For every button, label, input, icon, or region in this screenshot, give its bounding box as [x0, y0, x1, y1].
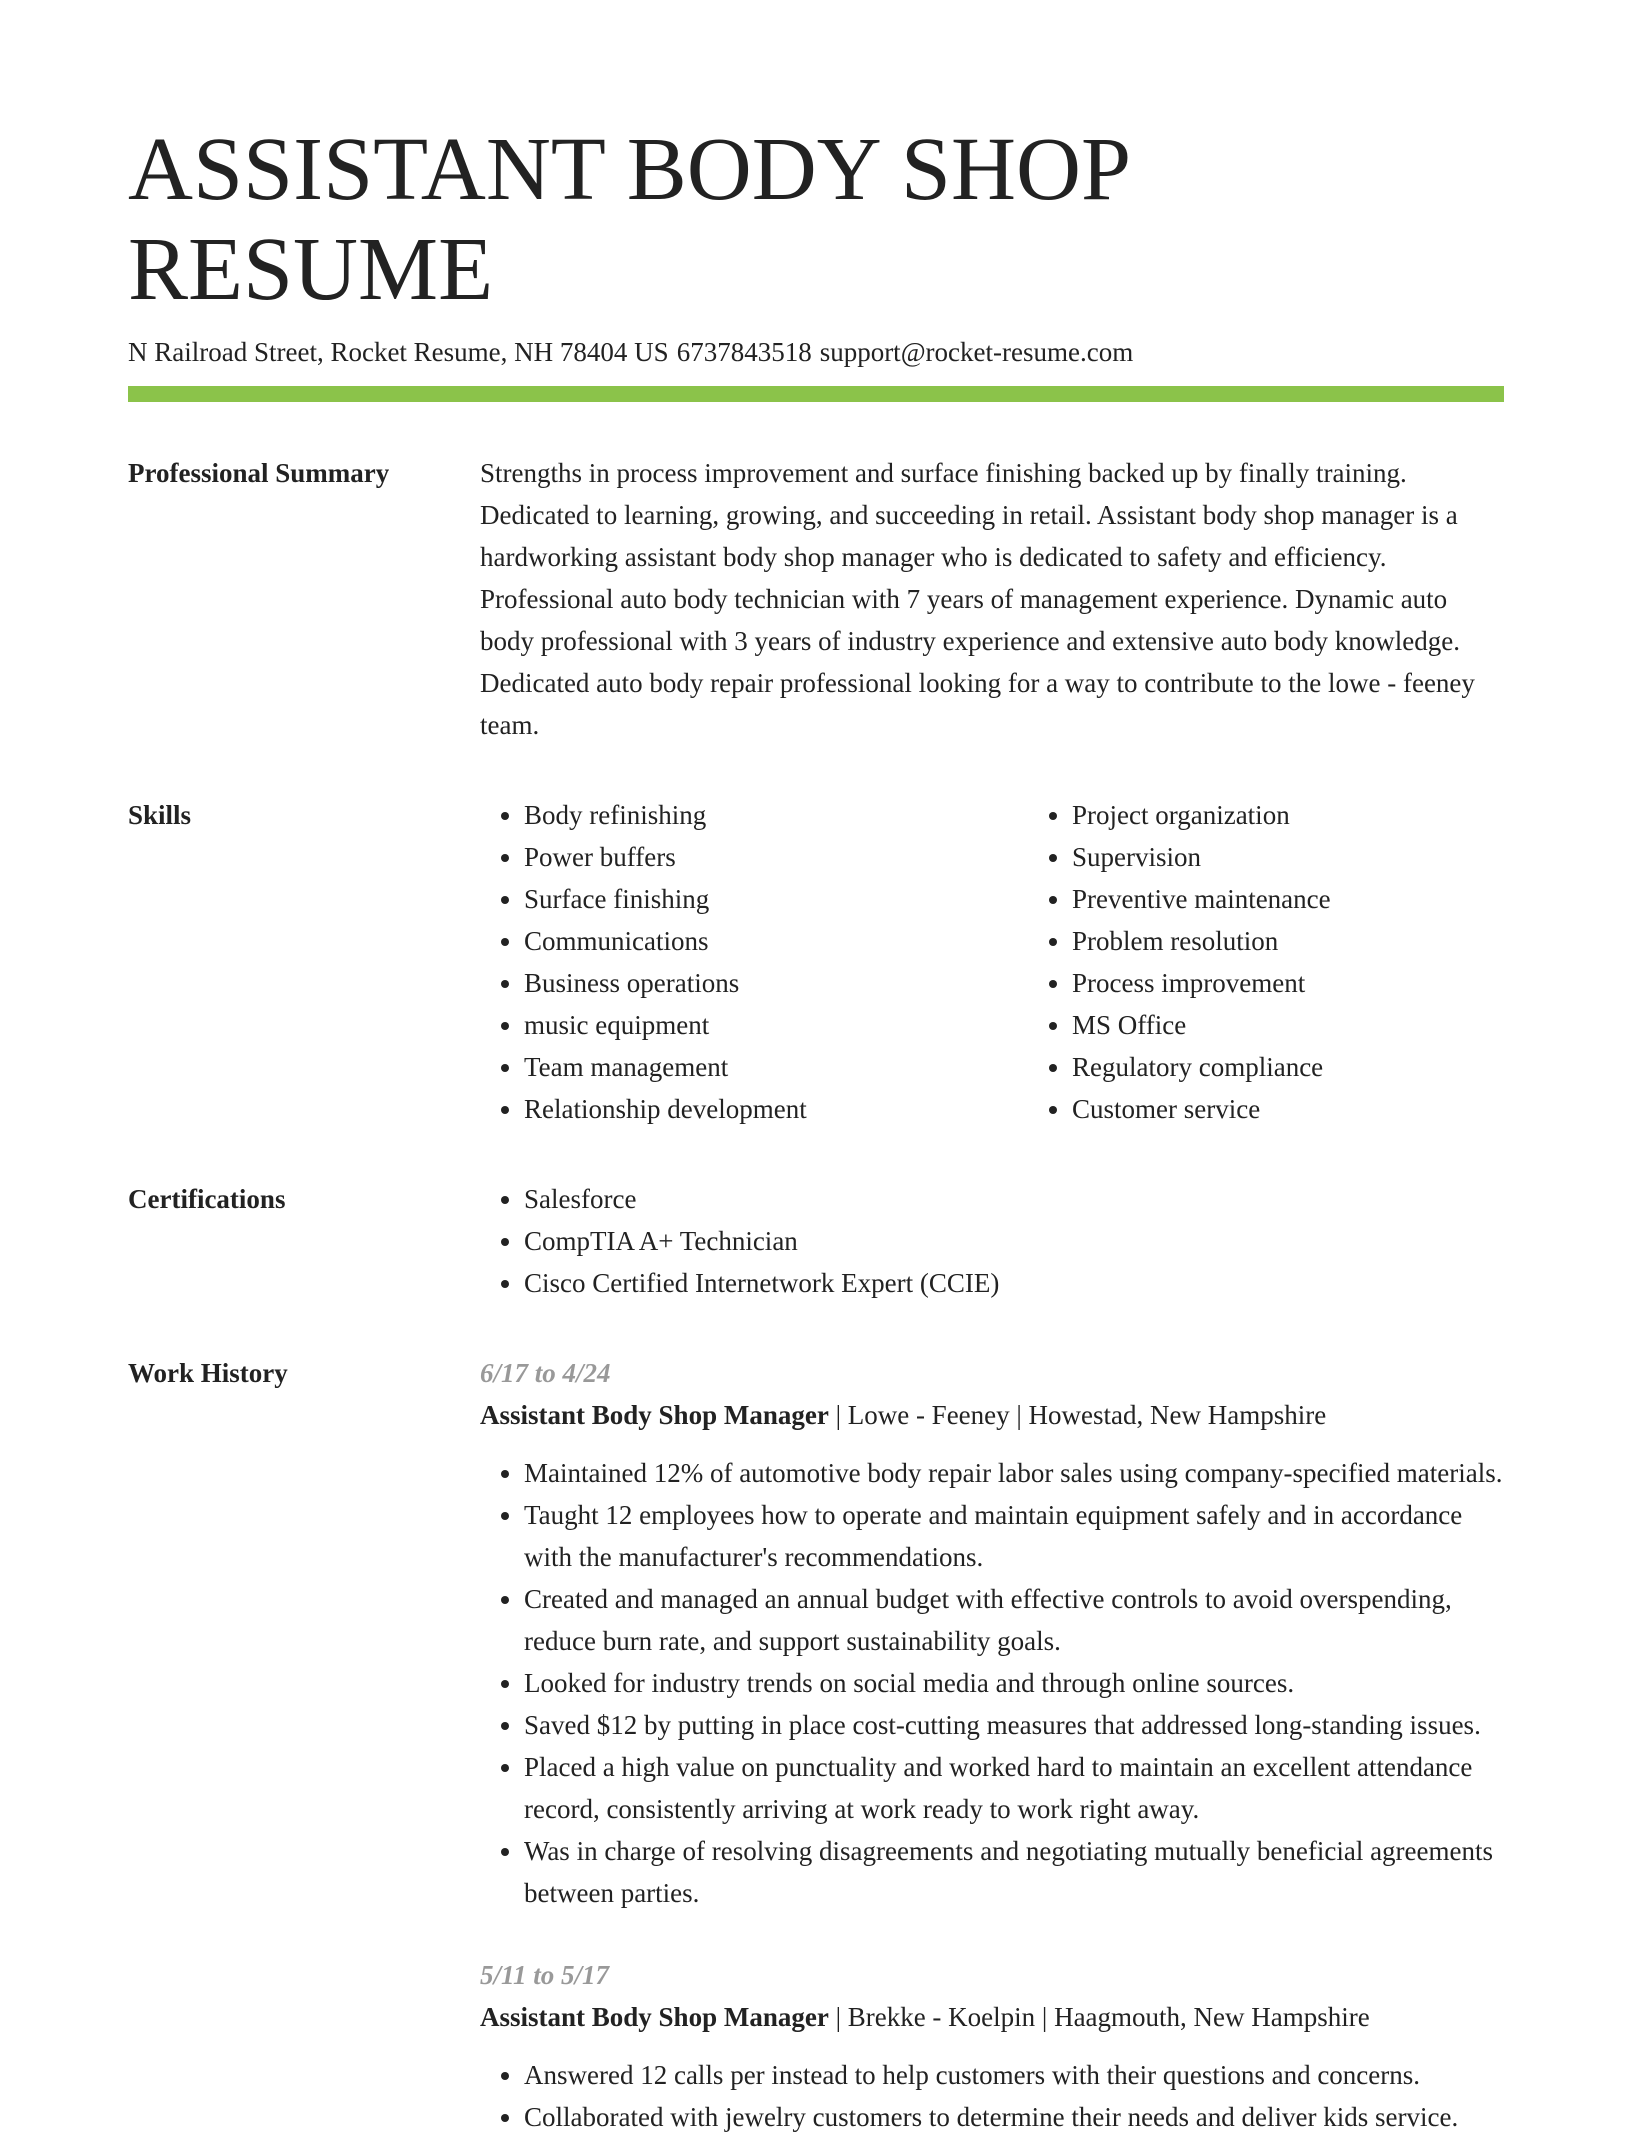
contact-phone: 6737843518: [676, 337, 812, 367]
job-title: Assistant Body Shop Manager: [480, 2002, 829, 2032]
skills-list-right: [1028, 794, 1576, 1130]
skill-item: • Surface finishing: [524, 878, 1028, 920]
skill-item: • Communications: [524, 920, 1028, 962]
certification-item: • CompTIA A+ Technician: [524, 1220, 1504, 1262]
job-heading: [480, 1394, 1504, 1436]
skill-item: • Regulatory compliance: [1072, 1046, 1576, 1088]
skill-item: • Team management: [524, 1046, 1028, 1088]
header-divider: [128, 386, 1504, 402]
job-bullet: • Created and managed an annual budget with effective controls to avoid overspending, reduce burn rate, and support sustainability goals.: [524, 1578, 1504, 1662]
certifications-body: [480, 1178, 1504, 1304]
job-heading: [480, 1996, 1504, 2038]
certifications-section: [128, 1178, 1504, 1304]
skill-item: • Problem resolution: [1072, 920, 1576, 962]
job-bullet: • Was in charge of resolving disagreements and negotiating mutually beneficial agreements between parties.: [524, 1830, 1504, 1914]
skill-item: • Preventive maintenance: [1072, 878, 1576, 920]
contact-line: [128, 334, 1504, 370]
job-employer-location: | Brekke - Koelpin | Haagmouth, New Hampshire: [828, 2002, 1370, 2032]
job-bullet: • Maintained 12% of automotive body repair labor sales using company-specified materials.: [524, 1452, 1504, 1494]
certification-item: • Cisco Certified Internetwork Expert (CCIE): [524, 1262, 1504, 1304]
job-dates: 6/17 to 4/24: [480, 1358, 611, 1388]
job-bullet: • Looked for industry trends on social media and through online sources.: [524, 1662, 1504, 1704]
job-bullets: [480, 2054, 1504, 2138]
summary-text: Strengths in process improvement and surface finishing backed up by finally training. Dedicated to learning, growing, and succeeding in retail. Assistant body shop manager is a hardworking assistant body shop manager who is dedicated to safety and efficiency. Professional auto body technician with 7 years of management experience. Dynamic auto body professional with 3 years of industry experience and extensive auto body knowledge. Dedicated auto body repair professional looking for a way to contribute to the lowe - feeney team.: [480, 458, 1475, 740]
work-history-heading: Work History: [128, 1358, 288, 1388]
certifications-list: [480, 1178, 1504, 1304]
certification-item: • Salesforce: [524, 1178, 1504, 1220]
contact-email: support@rocket-resume.com: [819, 337, 1134, 367]
skill-item: • music equipment: [524, 1004, 1028, 1046]
job-title: Assistant Body Shop Manager: [480, 1400, 829, 1430]
contact-address: N Railroad Street, Rocket Resume, NH 78404 US: [128, 337, 669, 367]
skills-section: [128, 794, 1504, 1130]
summary-body: [480, 452, 1504, 746]
job-bullets: [480, 1452, 1504, 1914]
summary-section: [128, 452, 1504, 746]
skills-list-left: [480, 794, 1028, 1130]
job-bullet: • Taught 12 employees how to operate and maintain equipment safely and in accordance with the manufacturer's recommendations.: [524, 1494, 1504, 1578]
skill-item: • Supervision: [1072, 836, 1576, 878]
skill-item: • Relationship development: [524, 1088, 1028, 1130]
skill-item: • Process improvement: [1072, 962, 1576, 1004]
job-bullet: • Placed a high value on punctuality and worked hard to maintain an excellent attendance record, consistently arriving at work ready to work right away.: [524, 1746, 1504, 1830]
work-history-body: [480, 1352, 1504, 2138]
summary-heading: Professional Summary: [128, 458, 390, 488]
skills-body: [480, 794, 1576, 1130]
job-entry: [480, 1352, 1504, 1914]
job-dates: 5/11 to 5/17: [480, 1960, 610, 1990]
skill-item: • Power buffers: [524, 836, 1028, 878]
skill-item: • Project organization: [1072, 794, 1576, 836]
skill-item: • Customer service: [1072, 1088, 1576, 1130]
resume-title: ASSISTANT BODY SHOP RESUME: [128, 120, 1128, 319]
skill-item: • Body refinishing: [524, 794, 1028, 836]
job-bullet: • Saved $12 by putting in place cost-cutting measures that addressed long-standing issues.: [524, 1704, 1504, 1746]
skill-item: • Business operations: [524, 962, 1028, 1004]
job-entry: [480, 1954, 1504, 2138]
certifications-heading: Certifications: [128, 1184, 286, 1214]
job-bullet: • Collaborated with jewelry customers to determine their needs and deliver kids service.: [524, 2096, 1504, 2138]
job-bullet: • Answered 12 calls per instead to help customers with their questions and concerns.: [524, 2054, 1504, 2096]
skill-item: • MS Office: [1072, 1004, 1576, 1046]
job-employer-location: | Lowe - Feeney | Howestad, New Hampshire: [828, 1400, 1327, 1430]
work-history-section: [128, 1352, 1504, 2138]
skills-heading: Skills: [128, 800, 192, 830]
